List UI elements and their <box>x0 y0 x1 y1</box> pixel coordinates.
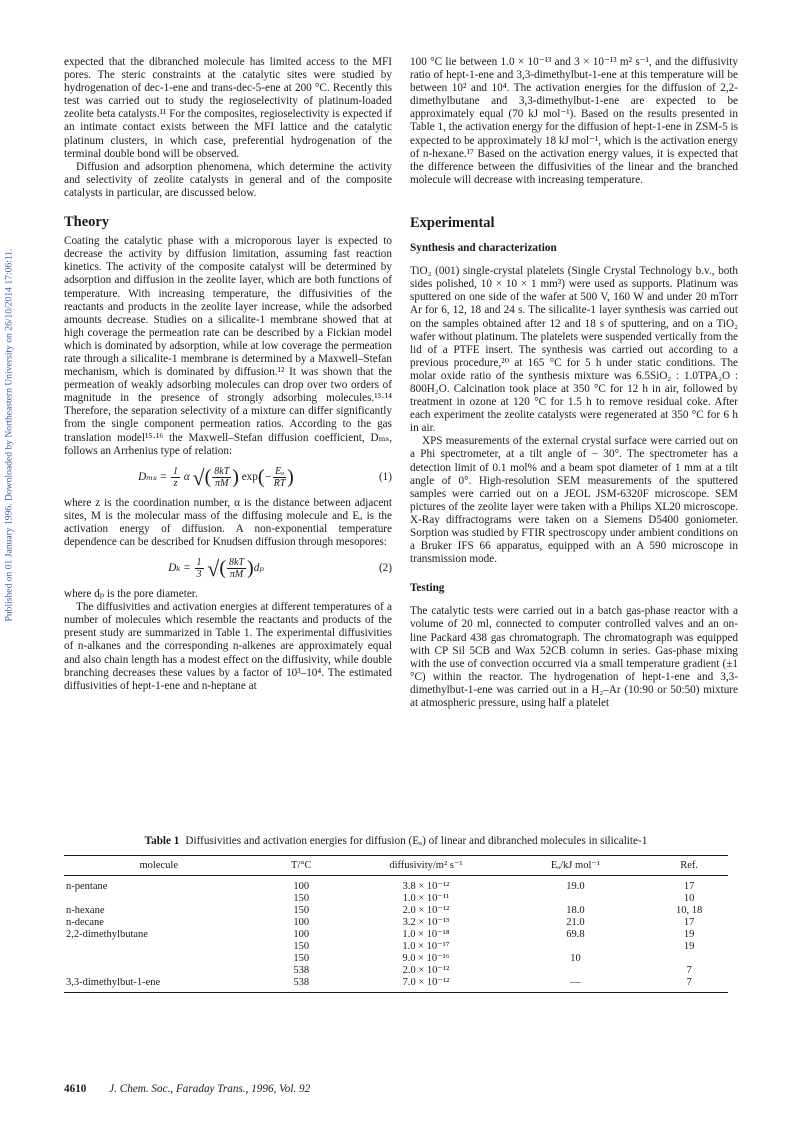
table-row <box>64 929 728 941</box>
table-cell: 18.0 <box>566 905 585 916</box>
theory-paragraph-4: The diffusivities and activation energies at different temperatures of a number of molecules which resemble the reactants and products of the present study are summarized in Table 1. The experimental diffusivities of n-alkanes and the corresponding n-alkenes are approximately equal and also chain length has a modest effect on the diffusivity, while double branching decreases these values by a factor of 10³–10⁴. The estimated diffusivities of hept-1-ene and n-heptane at <box>64 601 392 692</box>
testing-paragraph-1: The catalytic tests were carried out in a batch gas-phase reactor with a volume of 20 ml, connected to computer controlled valves and an on-line Packard 438 gas chromatograph. The chromatograph was equipped with CP Sil 5CB and Wax 52CB column in series. Gas-phase mixing with the use of convection occurred via a small temperature gradient (±1 °C) within the reactor. The hydrogenation of hept-1-ene and 3,3-dimethylbut-1-ene was carried out in a H₂–Ar (10:90 or 50:50) mixture at atmospheric pressure, using half a platelet <box>410 605 738 710</box>
table-header-cell: T/°C <box>251 856 351 876</box>
intro-paragraph-2: Diffusion and adsorption phenomena, which determine the activity and selectivity of zeolite catalysts in general and of the composite catalysts in particular, are discussed below. <box>64 160 392 199</box>
theory-paragraph-3: where dₚ is the pore diameter. <box>64 588 198 601</box>
table-cell: — <box>501 977 650 993</box>
table-cell: 17 <box>683 881 695 892</box>
synthesis-heading: Synthesis and characterization <box>410 242 557 255</box>
page-number: 4610 <box>64 1083 87 1095</box>
table-cell <box>64 965 251 977</box>
table-cell: n-pentane <box>66 881 108 892</box>
equation-1-formula: Dₘₛ = $\frac{1}{z}$ α √( $\frac{8kT}{\pi M}$ ) exp(− $\frac{\text{Eₐ}}{RT}$ ) <box>138 464 294 490</box>
experimental-heading: Experimental <box>410 214 495 231</box>
table-cell <box>501 941 650 953</box>
table-cell: 538 <box>293 965 310 976</box>
table-cell: 1.0 × 10⁻¹⁸ <box>402 929 450 940</box>
table-cell: 538 <box>251 977 351 993</box>
table-header-cell: Ref. <box>650 856 728 876</box>
table-cell: 7 <box>686 965 692 976</box>
table-row <box>64 953 728 965</box>
right-paragraph-1: 100 °C lie between 1.0 × 10⁻¹³ and 3 × 10⁻¹³ m² s⁻¹, and the diffusivity ratio of hept-1-ene and 3,3-dimethylbut-1-ene at this temperature will be between 10² and 10⁴. The activation energies for the diffusion of 2,2-dimethylbutane and 3,3-dimethylbut-1-ene are expected to be approximately equal (70 kJ mol⁻¹). Based on the results presented in Table 1, the activation energy for the diffusion of hept-1-ene in ZSM-5 is expected to be approximately 18 kJ mol⁻¹, which is the activation energy of n-hexane.¹⁷ Based on the activation energy values, it is expected that the difference between the diffusivities of the linear and the branched molecule will decrease with increasing temperature. <box>410 56 738 186</box>
table-row <box>64 917 728 929</box>
table-cell: 69.8 <box>566 929 585 940</box>
right-column <box>410 56 738 710</box>
table-cell <box>501 965 650 977</box>
table-header-cell: Eₐ/kJ mol⁻¹ <box>501 856 650 876</box>
table-header-cell: molecule <box>64 856 251 876</box>
table-cell: 3.8 × 10⁻¹² <box>402 881 450 892</box>
table-cell: 150 <box>293 893 310 904</box>
table-cell: 10, 18 <box>675 905 703 916</box>
equation-2 <box>64 557 392 580</box>
testing-heading: Testing <box>410 582 445 595</box>
equation-2-formula: Dₖ = $\frac{1}{3}$ √( $\frac{8kT}{\pi M}$ )dₚ <box>168 556 264 582</box>
synthesis-paragraph-1: TiO₂ (001) single-crystal platelets (Single Crystal Technology b.v., both sides polished, 10 × 10 × 1 mm³) were used as supports. Platinum was sputtered on one side of the wafer at 500 V, 160 W and under 20 mTorr Ar for 6, 12, 18 and 24 s. The silicalite-1 layer synthesis was carried out on the samples obtained after 12 and 18 s of sputtering, and on a TiO₂ wafer without platinum. The platelets were suspended vertically from the lid of a PTFE insert. The synthesis was carried out according to a previous procedure,²⁰ at 165 °C for 5 h under static conditions. The molar oxide ratio of the synthesis mixture was 6.5SiO₂ : 1.0TPA₂O : 800H₂O. Calcination took place at 350 °C for 12 h in air, followed by treatment in ozone at 120 °C for 1.5 h to remove residual coke. After each experiment the zeolite catalysts were regenerated at 350 °C for 6 h in air. <box>410 265 738 435</box>
table-cell: 150 <box>293 941 310 952</box>
theory-paragraph-1: Coating the catalytic phase with a microporous layer is expected to decrease the activity by diffusion limitation, assuming fast reaction kinetics. The activity of the composite catalyst will be determined by adsorption and diffusion in the zeolite layer, which are both functions of temperature. With increasing temperature, the diffusivities of the reactants and products in the zeolite layer increase, while the adsorbed amounts decrease. Studies on a silicalite-1 membrane showed that at high coverage the permeation rate can be described by a Fickian model which is dominated by adsorption, while at low coverage the permeation rate through a silicalite-1 membrane is determined by a Maxwell–Stefan mechanism, which is dominated by diffusion.¹² It was shown that the permeation of weakly adsorbing molecules can drop over two orders of magnitude in the presence of strongly adsorbing molecules.¹³·¹⁴ Therefore, the separation selectivity of a mixture can differ significantly from the single component permeation ratios. According to the gas translation model¹⁵·¹⁶ the Maxwell–Stefan diffusion coefficient, Dₘₛ, follows an Arrhenius type of relation: <box>64 235 392 457</box>
table-label: Table 1 <box>144 835 180 847</box>
table-row <box>64 977 728 993</box>
equation-1 <box>64 466 392 489</box>
table-cell: 1.0 × 10⁻¹⁷ <box>402 941 450 952</box>
download-watermark <box>2 200 16 670</box>
table-cell: 2,2-dimethylbutane <box>66 929 148 940</box>
table-header-cell: diffusivity/m² s⁻¹ <box>351 856 501 876</box>
table-caption <box>64 835 728 847</box>
table-cell: 17 <box>683 917 695 928</box>
table-row <box>64 965 728 977</box>
equation-1-number: (1) <box>378 470 392 483</box>
table-cell: 2.0 × 10⁻¹² <box>402 965 450 976</box>
table-row <box>64 941 728 953</box>
table-cell <box>64 941 251 953</box>
table-cell <box>501 893 650 905</box>
table-cell: 1.0 × 10⁻¹¹ <box>402 893 450 904</box>
table-row <box>64 893 728 905</box>
table-row <box>64 876 728 894</box>
table-cell: 3.2 × 10⁻¹³ <box>402 917 450 928</box>
equation-2-number: (2) <box>378 562 392 575</box>
table-cell <box>64 893 251 905</box>
intro-paragraph-1: expected that the dibranched molecule has limited access to the MFI pores. The steric constraints at the catalytic sites were studied by hydrogenation of dec-1-ene and trans-dec-5-ene at 200 °C. Recently this test was carried out to study the regioselectivity of platinum-loaded zeolite beta catalysts.¹¹ For the composites, regioselectivity is expected if an intimate contact exists between the MFI lattice and the catalytic platinum clusters, in which case, preferential hydrogenation of the terminal double bond will be observed. <box>64 56 392 160</box>
synthesis-paragraph-2: XPS measurements of the external crystal surface were carried out on a Phi spectrometer, at a tilt angle of − 30°. The spectrometer has a detection limit of 0.1 mol% and a beam spot diameter of 1 mm at a tilt angle of 0°. High-resolution SEM measurements of the sputtered samples were carried out on a JEOL JSM-6320F microscope. SEM pictures of the zeolite layer were taken with a Philips XL20 microscope. X-Ray diffractograms were taken on a Siemens D5400 goniometer. Sorption was studied by FTIR spectroscopy under ambient conditions on a Bruker IFS 66 apparatus, equipped with an A 590 microscope in transmission mode. <box>410 435 738 566</box>
table-cell: 10 <box>570 953 581 964</box>
table-cell: 100 <box>293 881 310 892</box>
left-column <box>64 56 392 693</box>
table-cell: 19 <box>683 929 695 940</box>
journal-citation: J. Chem. Soc., Faraday Trans., 1996, Vol. 92 <box>109 1083 311 1095</box>
table-caption-text: Diffusivities and activation energies for diffusion (Eₐ) of linear and dibranched molecules in silicalite-1 <box>185 835 648 847</box>
page-footer <box>64 1083 310 1095</box>
table-cell: 150 <box>293 905 310 916</box>
table-cell: 21.0 <box>566 917 585 928</box>
theory-paragraph-2: where z is the coordination number, α is the distance between adjacent sites, M is the molecular mass of the diffusing molecule and Eₐ is the activation energy of diffusion. A non-exponential temperature dependence can be described for Knudsen diffusion through mesopores: <box>64 496 392 548</box>
table-cell: 9.0 × 10⁻¹⁶ <box>402 953 450 964</box>
table-cell: 7.0 × 10⁻¹² <box>351 977 501 993</box>
diffusivity-table <box>64 855 728 993</box>
table-cell: 19.0 <box>566 881 585 892</box>
table-cell: 3,3-dimethylbut-1-ene <box>64 977 251 993</box>
table-header-row <box>64 856 728 876</box>
table-cell: n-decane <box>66 917 104 928</box>
table-cell: 100 <box>293 929 310 940</box>
table-cell: 19 <box>683 941 695 952</box>
download-watermark-text: Published on 01 January 1996. Downloaded by Northeastern University on 26/10/2014 17:06:11. <box>3 248 15 622</box>
table-cell: 2.0 × 10⁻¹² <box>402 905 450 916</box>
table-cell: 150 <box>293 953 310 964</box>
table-cell: 10 <box>683 893 695 904</box>
table-cell <box>64 953 251 965</box>
table-cell <box>650 953 728 965</box>
table-cell: n-hexane <box>66 905 105 916</box>
table-cell: 100 <box>293 917 310 928</box>
table-cell: 7 <box>650 977 728 993</box>
theory-heading: Theory <box>64 214 110 231</box>
table-row <box>64 905 728 917</box>
